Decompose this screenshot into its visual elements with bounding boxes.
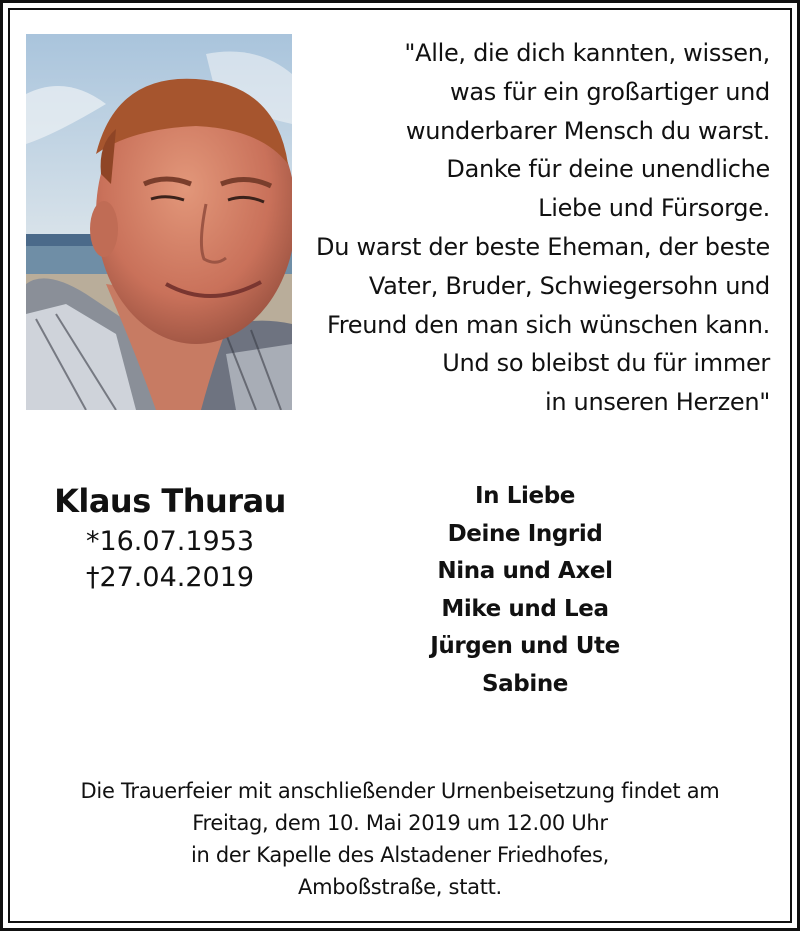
mourner-line: Mike und Lea — [441, 595, 609, 622]
mourner-line: In Liebe — [475, 483, 575, 509]
mourner-line: Sabine — [481, 670, 568, 697]
quote-line: Vater, Bruder, Schwiegersohn und — [368, 271, 770, 300]
quote-line: in unseren Herzen" — [544, 388, 770, 417]
portrait-photo — [26, 34, 292, 410]
mourners-list — [380, 478, 670, 704]
notice-line: in der Kapelle des Alstadener Friedhofes, — [190, 843, 610, 867]
mourner-line: Nina und Axel — [437, 558, 613, 585]
portrait-illustration — [26, 34, 292, 410]
memorial-quote — [290, 34, 770, 422]
notice-line: Freitag, dem 10. Mai 2019 um 12.00 Uhr — [192, 811, 608, 835]
deceased-name: Klaus Thurau — [54, 482, 286, 520]
quote-line: Freund den man sich wünschen kann. — [326, 310, 770, 339]
quote-line: "Alle, die dich kannten, wissen, — [404, 39, 770, 67]
mourner-line: Deine Ingrid — [447, 520, 603, 547]
quote-line: wunderbarer Mensch du warst. — [405, 116, 770, 145]
quote-line: Und so bleibst du für immer — [442, 349, 770, 378]
notice-line: Amboßstraße, statt. — [298, 875, 502, 899]
quote-line: Du warst der beste Eheman, der beste — [316, 232, 770, 261]
mourner-line: Jürgen und Ute — [430, 633, 620, 660]
birth-date: *16.07.1953 — [85, 526, 255, 557]
quote-line: Danke für deine unendliche — [446, 155, 770, 184]
quote-line: was für ein großartiger und — [450, 77, 770, 106]
deceased-info — [20, 478, 320, 596]
death-date: †27.04.2019 — [85, 562, 255, 593]
quote-line: Liebe und Fürsorge. — [538, 194, 770, 223]
notice-line: Die Trauerfeier mit anschließender Urnenbeisetzung findet am — [80, 779, 720, 803]
funeral-notice — [20, 775, 780, 903]
